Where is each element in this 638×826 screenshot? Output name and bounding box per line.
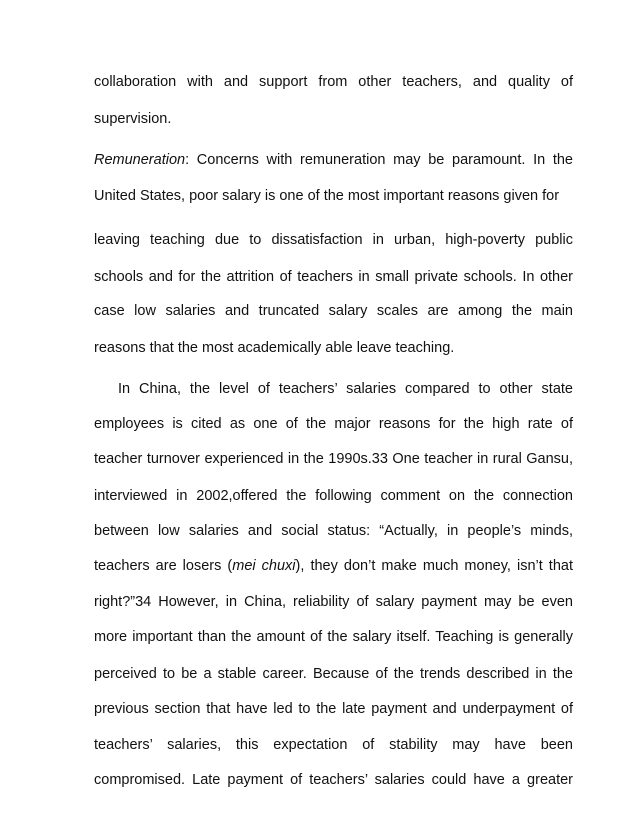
text-line (94, 151, 573, 169)
text-line: United States, poor salary is one of the most important reasons given for (94, 188, 560, 204)
text-line: perceived to be a stable career. Because of the trends described in the (94, 666, 573, 682)
text-line: more important than the amount of the salary itself. Teaching is generally (94, 629, 573, 645)
text-line: right?”34 However, in China, reliability of salary payment may be even (94, 594, 573, 610)
text-line: teachers’ salaries, this expectation of stability may have been (94, 737, 573, 753)
text-line: leaving teaching due to dissatisfaction in urban, high-poverty public (94, 232, 573, 248)
text-segment: teachers are losers ( (94, 558, 233, 574)
text-line: In China, the level of teachers’ salaries compared to other state (118, 381, 573, 397)
text-line: teacher turnover experienced in the 1990s.33 One teacher in rural Gansu, (94, 451, 573, 467)
text-line (94, 557, 573, 575)
italic-term: Remuneration (94, 152, 186, 168)
text-line: reasons that the most academically able leave teaching. (94, 340, 455, 356)
text-line: between low salaries and social status: “Actually, in people’s minds, (94, 523, 573, 539)
text-line: schools and for the attrition of teachers in small private schools. In other (94, 269, 573, 285)
text-line: compromised. Late payment of teachers’ salaries could have a greater (94, 772, 573, 788)
text-line: interviewed in 2002,offered the following comment on the connection (94, 488, 573, 504)
text-line: employees is cited as one of the major reasons for the high rate of (94, 416, 573, 432)
text-line: collaboration with and support from other teachers, and quality of (94, 74, 573, 90)
italic-term: mei chuxi (232, 558, 296, 574)
text-segment: ), they don’t make much money, isn’t that (295, 558, 573, 574)
text-segment: : Concerns with remuneration may be paramount. In the (185, 152, 573, 168)
text-line: previous section that have led to the late payment and underpayment of (94, 701, 573, 717)
text-line: case low salaries and truncated salary scales are among the main (94, 303, 573, 319)
text-line: supervision. (94, 111, 172, 127)
